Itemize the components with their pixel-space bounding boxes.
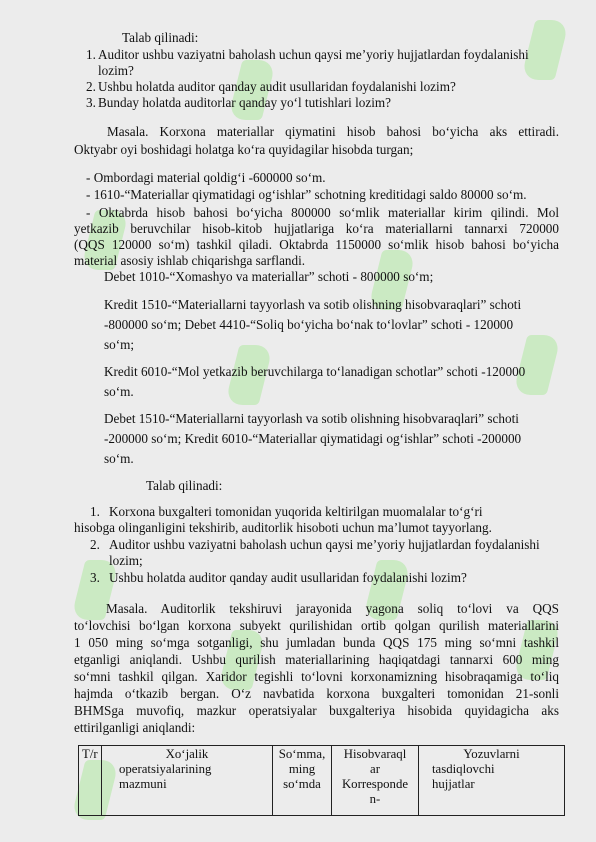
list-item-number: 2.: [90, 537, 100, 552]
list-item-number: 3.: [90, 570, 100, 585]
entry-line: Debet 1510-“Materiallarni tayyorlash va sotib olishning hisobvaraqlari” schoti: [104, 411, 519, 426]
entry-line: so‘m.: [104, 384, 134, 399]
list-item-text: Bunday holatda auditorlar qanday yo‘l tutishlari lozim?: [98, 95, 391, 110]
table-header-cell: [102, 746, 273, 816]
header-line: Yozuvlarni: [463, 747, 520, 761]
list-item-text: hisobga olinganligini tekshirib, auditorlik hisoboti uchun ma’lumot tayyorlang.: [74, 520, 492, 535]
section2-heading: Talab qilinadi:: [146, 478, 223, 493]
paragraph-line: to‘lovchisi bo‘lgan korxona subyekt qurilishidan ortib qolgan qurilish materiallarini: [74, 618, 559, 633]
paragraph-line: so‘mni tashkil qilgan. Xaridor tegishli to‘lovni korxonamizning hisobraqamiga to‘liq: [74, 669, 559, 684]
list-item-number: 2.: [86, 79, 96, 94]
list-item-text: Korxona buxgalteri tomonidan yuqorida keltirilgan muomalalar to‘g‘ri: [109, 504, 483, 519]
section1-heading: Talab qilinadi:: [122, 30, 199, 45]
paragraph-line: Oktyabr oyi boshidagi holatga ko‘ra quyidagilar hisobda turgan;: [74, 142, 414, 157]
entry-line: Debet 1010-“Xomashyo va materiallar” schoti - 800000 so‘m;: [104, 269, 434, 284]
header-line: Korresponde: [341, 777, 409, 791]
header-line: Hisobvaraql: [343, 747, 407, 761]
table-header-cell: [273, 746, 332, 816]
list-item-number: 3.: [86, 95, 96, 110]
header-tr: T/r: [82, 747, 98, 761]
entry-line: Kredit 1510-“Materiallarni tayyorlash va sotib olishning hisobvaraqlari” schoti: [104, 297, 522, 312]
list-item-text: lozim;: [109, 553, 143, 568]
header-line: So‘mma,: [278, 747, 326, 761]
list-item-number: 1.: [86, 47, 96, 62]
table-header-cell: [332, 746, 419, 816]
entry-line: so‘m.: [104, 451, 134, 466]
entry-line: -200000 so‘m; Kredit 6010-“Materiallar qiymatidagi og‘ishlar” schoti -200000: [104, 431, 522, 446]
list-item-text: Auditor ushbu vaziyatni baholash uchun qaysi me’yoriy hujjatlardan foydalanishi: [109, 537, 540, 552]
paragraph-line: Masala. Korxona materiallar qiymatini hisob bahosi bo‘yicha aks ettiradi.: [107, 124, 559, 139]
header-line: ming: [288, 762, 316, 776]
list-item-number: 1.: [90, 504, 100, 519]
operations-table: [78, 745, 565, 816]
header-line: so‘mda: [283, 777, 321, 791]
bullet-line: - 1610-“Materiallar qiymatidagi og‘ishlar” schotning kreditidagi saldo 80000 so‘m.: [86, 187, 527, 202]
paragraph-line: material asosiy ishlab chiqarishga sarflandi.: [74, 253, 306, 268]
header-line: tasdiqlovchi: [432, 762, 495, 776]
list-item-text: Auditor ushbu vaziyatni baholash uchun qaysi me’yoriy hujjatlardan foydalanishi: [98, 47, 529, 62]
paragraph-line: BHMSga muvofiq, mazkur operatsiyalar buxgalteriya hisobida quyidagicha aks: [74, 703, 559, 718]
bullet-line: - Ombordagi material qoldig‘i -600000 so‘m.: [86, 170, 326, 185]
table-header-cell: [79, 746, 102, 816]
list-item-text: Ushbu holatda auditor qanday audit usullaridan foydalanishi lozim?: [98, 79, 456, 94]
paragraph-line: yetkazib beruvchilar hisob-kitob hujjatlariga ko‘ra materiallarni tannarxi 720000: [74, 221, 559, 236]
list-item-text: lozim?: [98, 63, 134, 78]
header-line: Xo‘jalik: [165, 747, 209, 761]
table-header-cell: [419, 746, 565, 816]
header-line: operatsiyalarining: [119, 762, 212, 776]
paragraph-line: 1 050 ming so‘mga sotganligi, shu jumladan bunda QQS 175 ming so‘mni tashkil: [74, 635, 559, 650]
entry-line: so‘m;: [104, 337, 135, 352]
header-line: ar: [370, 762, 380, 776]
paragraph-line: Masala. Auditorlik tekshiruvi jarayonida yagona soliq to‘lovi va QQS: [106, 601, 559, 616]
paragraph-line: (QQS 120000 so‘m) tashkil qiladi. Oktabrda 1150000 so‘mlik hisob bahosi bo‘yicha: [74, 237, 559, 252]
list-item-text: Ushbu holatda auditor qanday audit usullaridan foydalanishi lozim?: [109, 570, 467, 585]
bullet-line: - Oktabrda hisob bahosi bo‘yicha 800000 so‘mlik materiallar kirim qilindi. Mol: [86, 205, 559, 220]
table-header-row: [79, 746, 565, 816]
paragraph-line: ettirilganligi aniqlandi:: [74, 720, 196, 735]
paragraph-line: etganligi aniqlandi. Ushbu qurilish materiallarining haqiqatdagi tannarxi 600 ming: [74, 652, 559, 667]
entry-line: -800000 so‘m; Debet 4410-“Soliq bo‘yicha bo‘nak to‘lovlar” schoti - 120000: [104, 317, 514, 332]
header-line: mazmuni: [119, 777, 167, 791]
header-line: n-: [369, 792, 381, 806]
paragraph-line: hajmda o‘tkazib bergan. O‘z navbatida korxona buxgalteri tomonidan 21-sonli: [74, 686, 559, 701]
entry-line: Kredit 6010-“Mol yetkazib beruvchilarga to‘lanadigan schotlar” schoti -120000: [104, 364, 526, 379]
header-line: hujjatlar: [432, 777, 475, 791]
